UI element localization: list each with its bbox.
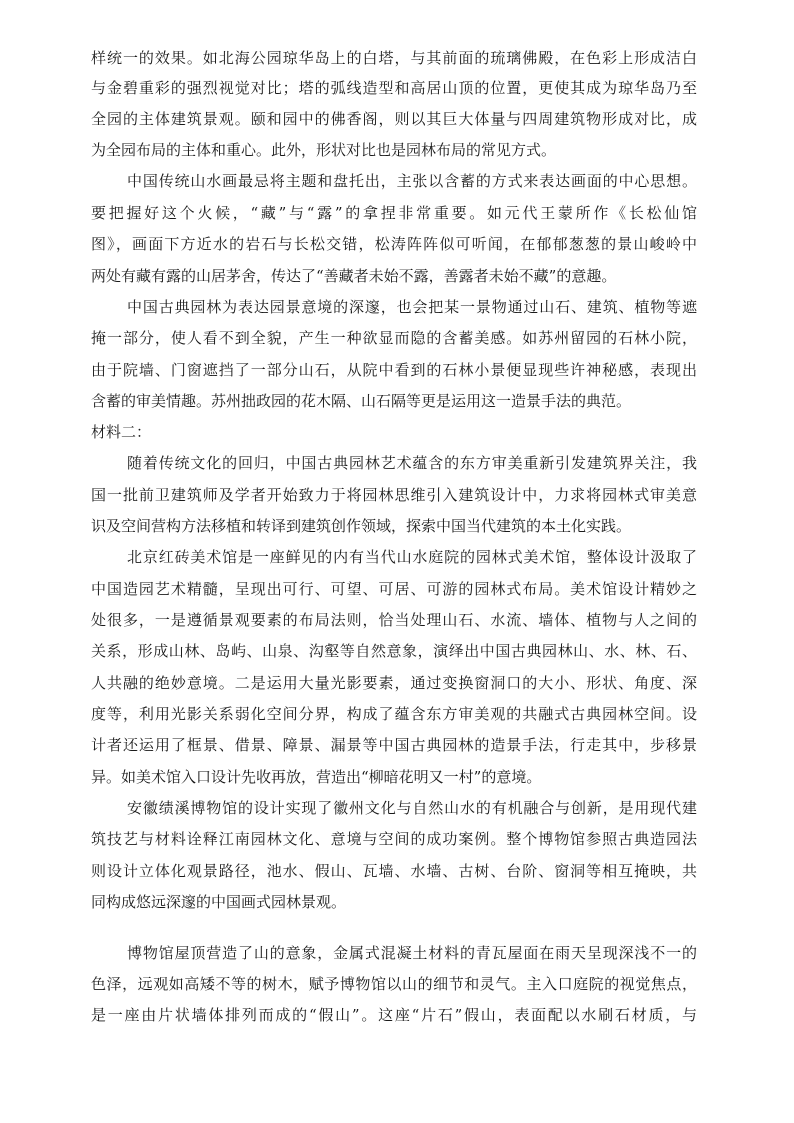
text-line: 全园的主体建筑景观。颐和园中的佛香阁，则以其巨大体量与四周建筑物形成对比，成 [91,110,697,128]
text-line: 度等，利用光影关系弱化空间分界，构成了蕴含东方审美观的共融式古典园林空间。设 [91,705,697,723]
text-line: 人共融的绝妙意境。二是运用大量光影要素，通过变换窗洞口的大小、形状、角度、深 [91,674,697,692]
text-line: 同构成悠远深邃的中国画式园林景观。 [91,893,347,911]
section-label: 材料二： [91,423,152,441]
text-line: 要把握好这个火候，“藏”与“露”的拿捏非常重要。如元代王蒙所作《长松仙馆 [91,204,697,222]
text-line: 样统一的效果。如北海公园琼华岛上的白塔，与其前面的琉璃佛殿，在色彩上形成洁白 [91,49,697,67]
text-line: 识及空间营构方法移植和转译到建筑创作领域，探索中国当代建筑的本土化实践。 [91,517,632,535]
text-line: 博物馆屋顶营造了山的意象，金属式混凝土材料的青瓦屋面在雨天呈现深浅不一的 [127,944,697,962]
text-line: 计者还运用了框景、借景、障景、漏景等中国古典园林的造景手法，行走其中，步移景 [91,736,697,754]
text-line: 掩一部分，使人看不到全貌，产生一种欲显而隐的含蓄美感。如苏州留园的石林小院， [91,329,697,347]
text-line: 含蓄的审美情趣。苏州拙政园的花木隔、山石隔等更是运用这一造景手法的典范。 [91,392,632,410]
text-line: 安徽绩溪博物馆的设计实现了徽州文化与自然山水的有机融合与创新，是用现代建 [127,799,697,817]
text-line: 由于院墙、门窗遮挡了一部分山石，从院中看到的石林小景便显现些许神秘感，表现出 [91,361,697,379]
text-line: 关系，形成山林、岛屿、山泉、沟壑等自然意象，演绎出中国古典园林山、水、林、石、 [91,642,697,660]
text-line: 与金碧重彩的强烈视觉对比；塔的弧线造型和高居山顶的位置，更使其成为琼华岛乃至 [91,79,697,97]
text-line: 中国古典园林为表达园景意境的深邃，也会把某一景物通过山石、建筑、植物等遮 [127,298,697,316]
text-line: 为全园布局的主体和重心。此外，形状对比也是园林布局的常见方式。 [91,141,557,159]
text-line: 色泽，远观如高矮不等的树木，赋予博物馆以山的细节和灵气。主入口庭院的视觉焦点， [91,975,697,993]
text-line: 筑技艺与材料诠释江南园林文化、意境与空间的成功案例。整个博物馆参照古典造园法 [91,830,697,848]
text-line: 图》，画面下方近水的岩石与长松交错，松涛阵阵似可听闻，在郁郁葱葱的景山峻岭中 [91,235,697,253]
text-line: 中国传统山水画最忌将主题和盘托出，主张以含蓄的方式来表达画面的中心思想。 [127,172,697,190]
text-line: 是一座由片状墙体排列而成的“假山”。这座“片石”假山，表面配以水刷石材质，与 [91,1006,697,1024]
text-line: 北京红砖美术馆是一座鲜见的内有当代山水庭院的园林式美术馆，整体设计汲取了 [127,548,697,566]
text-line: 异。如美术馆入口设计先收再放，营造出“柳暗花明又一村”的意境。 [91,768,542,786]
text-line: 处很多，一是遵循景观要素的布局法则，恰当处理山石、水流、墙体、植物与人之间的 [91,611,697,629]
text-line: 则设计立体化观景路径，池水、假山、瓦墙、水墙、古树、台阶、窗洞等相互掩映，共 [91,862,697,880]
text-line: 随着传统文化的回归，中国古典园林艺术蕴含的东方审美重新引发建筑界关注，我 [127,454,697,472]
text-line: 国一批前卫建筑师及学者开始致力于将园林思维引入建筑设计中，力求将园林式审美意 [91,486,697,504]
text-line: 中国造园艺术精髓，呈现出可行、可望、可居、可游的园林式布局。美术馆设计精妙之 [91,580,697,598]
text-line: 两处有藏有露的山居茅舍，传达了“善藏者未始不露，善露者未始不藏”的意趣。 [91,267,617,285]
